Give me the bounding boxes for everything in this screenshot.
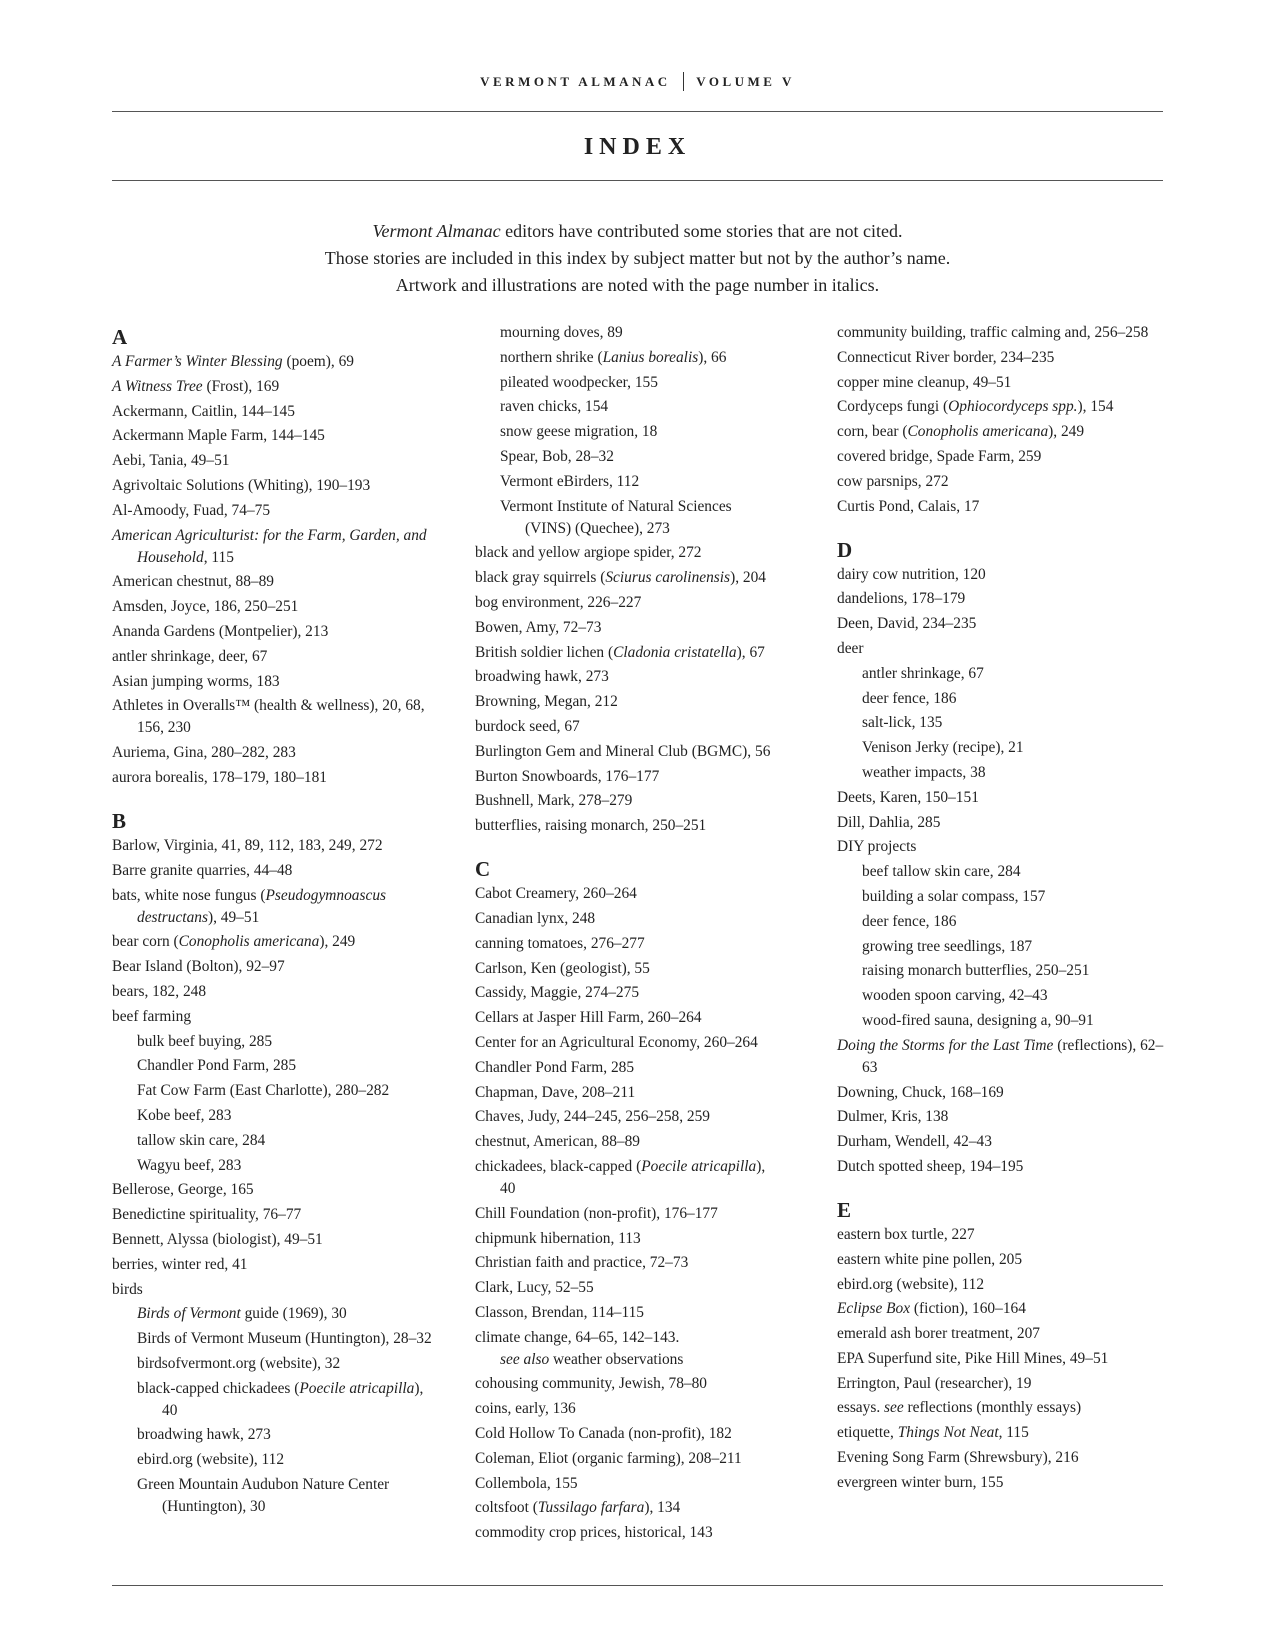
index-entry: Cold Hollow To Canada (non-profit), 182 <box>475 1425 732 1443</box>
index-entry: American Agriculturist: for the Farm, Garden, and Household, 115 <box>112 526 427 566</box>
index-entry: birds <box>112 1280 143 1298</box>
volume-label: VOLUME V <box>696 74 795 89</box>
index-subentry: raising monarch butterflies, 250–251 <box>862 962 1090 980</box>
index-entry: dandelions, 178–179 <box>837 590 966 608</box>
index-entry: Durham, Wendell, 42–43 <box>837 1133 992 1151</box>
intro-line-1-rest: editors have contributed some stories that are not cited. <box>500 221 903 241</box>
index-entry: Chaves, Judy, 244–245, 256–258, 259 <box>475 1108 710 1126</box>
index-entry: Bear Island (Bolton), 92–97 <box>112 958 285 976</box>
index-subentry: wood-fired sauna, designing a, 90–91 <box>862 1011 1094 1029</box>
index-entry: emerald ash borer treatment, 207 <box>837 1325 1040 1343</box>
index-subentry: Vermont eBirders, 112 <box>500 472 640 490</box>
index-entry: aurora borealis, 178–179, 180–181 <box>112 768 327 786</box>
index-entry: Errington, Paul (researcher), 19 <box>837 1374 1032 1392</box>
section-letter: C <box>475 857 491 882</box>
index-subentry: birdsofvermont.org (website), 32 <box>137 1354 341 1372</box>
index-entry: deer <box>837 639 864 657</box>
index-entry: Bellerose, George, 165 <box>112 1181 254 1199</box>
index-entry: Center for an Agricultural Economy, 260–264 <box>475 1033 758 1051</box>
index-subentry: Wagyu beef, 283 <box>137 1156 242 1174</box>
index-group-d <box>837 539 1167 1178</box>
index-subentry: snow geese migration, 18 <box>500 423 658 441</box>
index-entry: Bennett, Alyssa (biologist), 49–51 <box>112 1230 323 1248</box>
index-entry: dairy cow nutrition, 120 <box>837 565 986 583</box>
index-subentry: wooden spoon carving, 42–43 <box>862 987 1048 1005</box>
running-head <box>0 72 1275 91</box>
index-entry: butterflies, raising monarch, 250–251 <box>475 817 707 835</box>
index-subentry: pileated woodpecker, 155 <box>500 373 658 391</box>
index-entry: Barre granite quarries, 44–48 <box>112 861 293 879</box>
index-entry: eastern white pine pollen, 205 <box>837 1250 1023 1268</box>
index-subentry: Chandler Pond Farm, 285 <box>137 1057 297 1075</box>
index-entry: evergreen winter burn, 155 <box>837 1473 1004 1491</box>
index-entry: Clark, Lucy, 52–55 <box>475 1279 594 1297</box>
index-subentry: raven chicks, 154 <box>500 398 609 416</box>
index-group-e <box>837 1199 1167 1494</box>
index-entry: Classon, Brendan, 114–115 <box>475 1303 644 1321</box>
index-subentry: growing tree seedlings, 187 <box>862 937 1033 955</box>
index-entry: Agrivoltaic Solutions (Whiting), 190–193 <box>112 476 371 494</box>
section-letter: E <box>837 1197 852 1222</box>
index-subentry: Venison Jerky (recipe), 21 <box>862 739 1024 757</box>
index-subentry: building a solar compass, 157 <box>862 887 1046 905</box>
index-subentry: Birds of Vermont guide (1969), 30 <box>137 1305 347 1323</box>
index-subentry: northern shrike (Lanius borealis), 66 <box>500 348 727 366</box>
index-subentry: broadwing hawk, 273 <box>137 1426 271 1444</box>
index-entry: Ackermann Maple Farm, 144–145 <box>112 427 325 445</box>
index-entry: A Witness Tree (Frost), 169 <box>112 377 280 395</box>
intro-title-italic: Vermont Almanac <box>372 221 501 241</box>
index-subentry: Vermont Institute of Natural Sciences (VINS) (Quechee), 273 <box>500 497 732 537</box>
index-entry: Cordyceps fungi (Ophiocordyceps spp.), 154 <box>837 398 1114 416</box>
index-entry: essays. see reflections (monthly essays) <box>837 1399 1082 1417</box>
index-subentry: deer fence, 186 <box>862 912 957 930</box>
index-entry: Auriema, Gina, 280–282, 283 <box>112 744 296 762</box>
index-entry: berries, winter red, 41 <box>112 1255 248 1273</box>
index-entry: cohousing community, Jewish, 78–80 <box>475 1375 707 1393</box>
index-entry: Ananda Gardens (Montpelier), 213 <box>112 622 329 640</box>
index-entry: Chapman, Dave, 208–211 <box>475 1083 636 1101</box>
index-entry: community building, traffic calming and, 256–258 <box>837 324 1149 341</box>
index-subentry: bulk beef buying, 285 <box>137 1032 273 1050</box>
index-entry: commodity crop prices, historical, 143 <box>475 1524 713 1542</box>
index-group-continued <box>837 322 1167 518</box>
index-group-a <box>112 326 442 789</box>
index-subentry: black-capped chickadees (Poecile atricapilla), 40 <box>137 1379 424 1419</box>
index-column-2 <box>475 322 775 1565</box>
index-entry: bears, 182, 248 <box>112 982 207 1000</box>
index-entry: Cassidy, Maggie, 274–275 <box>475 984 640 1002</box>
index-entry: Barlow, Virginia, 41, 89, 112, 183, 249, 272 <box>112 836 383 854</box>
index-entry: Browning, Megan, 212 <box>475 693 618 711</box>
index-entry: chickadees, black-capped (Poecile atricapilla), 40 <box>475 1157 766 1197</box>
index-entry: Christian faith and practice, 72–73 <box>475 1254 689 1272</box>
index-subentry: ebird.org (website), 112 <box>137 1451 285 1469</box>
index-entry: Asian jumping worms, 183 <box>112 672 280 690</box>
index-entry: Al-Amoody, Fuad, 74–75 <box>112 501 271 519</box>
see-also-reference: see also weather observations <box>500 1350 684 1368</box>
index-subentry: mourning doves, 89 <box>500 324 623 341</box>
top-rule <box>112 111 1163 112</box>
index-entry: Bowen, Amy, 72–73 <box>475 618 602 636</box>
index-subentry: Fat Cow Farm (East Charlotte), 280–282 <box>137 1082 390 1100</box>
index-group-continued <box>475 322 775 837</box>
index-subentry: Spear, Bob, 28–32 <box>500 447 614 465</box>
section-letter: D <box>837 537 853 562</box>
index-subentry: Kobe beef, 283 <box>137 1106 232 1124</box>
index-entry: Dulmer, Kris, 138 <box>837 1108 949 1126</box>
index-entry: Curtis Pond, Calais, 17 <box>837 497 980 515</box>
index-entry: Cellars at Jasper Hill Farm, 260–264 <box>475 1009 702 1027</box>
index-entry: beef farming <box>112 1007 192 1025</box>
index-entry: covered bridge, Spade Farm, 259 <box>837 447 1042 465</box>
index-subentry: tallow skin care, 284 <box>137 1131 266 1149</box>
index-entry: British soldier lichen (Cladonia cristatella), 67 <box>475 643 765 661</box>
index-entry: coltsfoot (Tussilago farfara), 134 <box>475 1499 681 1517</box>
index-entry: Canadian lynx, 248 <box>475 909 596 927</box>
index-entry: Dutch spotted sheep, 194–195 <box>837 1157 1024 1175</box>
intro-line-2: Those stories are included in this index by subject matter but not by the author’s name. <box>324 248 951 268</box>
index-entry: Evening Song Farm (Shrewsbury), 216 <box>837 1449 1079 1467</box>
index-entry: antler shrinkage, deer, 67 <box>112 647 268 665</box>
page-title: INDEX <box>583 134 692 160</box>
index-entry: Benedictine spirituality, 76–77 <box>112 1206 302 1224</box>
index-subentry: salt-lick, 135 <box>862 714 943 732</box>
index-entry: chestnut, American, 88–89 <box>475 1133 640 1151</box>
index-entry: chipmunk hibernation, 113 <box>475 1229 641 1247</box>
index-entry: Carlson, Ken (geologist), 55 <box>475 959 650 977</box>
intro-line-3: Artwork and illustrations are noted with the page number in italics. <box>395 275 880 295</box>
index-entry: canning tomatoes, 276–277 <box>475 934 645 952</box>
index-entry: DIY projects <box>837 838 917 856</box>
index-entry: broadwing hawk, 273 <box>475 668 609 686</box>
index-column-3 <box>837 322 1167 1515</box>
index-entry: eastern box turtle, 227 <box>837 1225 975 1243</box>
index-entry: Chill Foundation (non-profit), 176–177 <box>475 1204 718 1222</box>
index-entry: black and yellow argiope spider, 272 <box>475 544 702 562</box>
section-letter: A <box>112 325 128 349</box>
header-separator <box>683 72 685 91</box>
index-entry: Burton Snowboards, 176–177 <box>475 767 660 785</box>
index-entry: bog environment, 226–227 <box>475 593 642 611</box>
index-entry: copper mine cleanup, 49–51 <box>837 373 1012 391</box>
index-entry: Bushnell, Mark, 278–279 <box>475 792 633 810</box>
index-entry: bats, white nose fungus (Pseudogymnoascus destructans), 49–51 <box>112 886 387 926</box>
index-column-1 <box>112 322 442 1539</box>
index-entry: Deen, David, 234–235 <box>837 615 977 633</box>
index-entry: Dill, Dahlia, 285 <box>837 813 941 831</box>
index-entry: Amsden, Joyce, 186, 250–251 <box>112 598 299 616</box>
index-entry: black gray squirrels (Sciurus carolinensis), 204 <box>475 569 766 587</box>
intro-line-1 <box>0 218 1275 245</box>
index-entry: etiquette, Things Not Neat, 115 <box>837 1424 1029 1442</box>
index-entry: Downing, Chuck, 168–169 <box>837 1083 1004 1101</box>
index-entry: Ackermann, Caitlin, 144–145 <box>112 402 295 420</box>
index-entry: EPA Superfund site, Pike Hill Mines, 49–51 <box>837 1349 1109 1367</box>
index-entry: bear corn (Conopholis americana), 249 <box>112 933 356 951</box>
index-entry: Cabot Creamery, 260–264 <box>475 885 637 903</box>
index-entry: Connecticut River border, 234–235 <box>837 348 1055 366</box>
index-entry: ebird.org (website), 112 <box>837 1275 985 1293</box>
index-entry: coins, early, 136 <box>475 1400 576 1418</box>
index-entry: Doing the Storms for the Last Time (reflections), 62–63 <box>837 1036 1164 1076</box>
index-subentry: Green Mountain Audubon Nature Center (Huntington), 30 <box>137 1476 390 1516</box>
index-entry: Chandler Pond Farm, 285 <box>475 1058 635 1076</box>
index-entry: climate change, 64–65, 142–143. see also weather observations <box>475 1327 775 1371</box>
index-entry: burdock seed, 67 <box>475 717 580 735</box>
index-entry: American chestnut, 88–89 <box>112 573 274 591</box>
index-entry: Collembola, 155 <box>475 1474 578 1492</box>
index-entry: cow parsnips, 272 <box>837 472 949 490</box>
index-subentry: beef tallow skin care, 284 <box>862 863 1021 881</box>
intro-note <box>0 218 1275 299</box>
index-subentry: antler shrinkage, 67 <box>862 664 984 682</box>
index-entry: Coleman, Eliot (organic farming), 208–211 <box>475 1449 742 1467</box>
index-subentry: deer fence, 186 <box>862 689 957 707</box>
index-entry: corn, bear (Conopholis americana), 249 <box>837 423 1085 441</box>
index-entry: Eclipse Box (fiction), 160–164 <box>837 1300 1026 1318</box>
index-group-c <box>475 858 775 1544</box>
index-entry: Athletes in Overalls™ (health & wellness), 20, 68, 156, 230 <box>112 697 425 737</box>
index-entry: Deets, Karen, 150–151 <box>837 788 979 806</box>
index-entry: Burlington Gem and Mineral Club (BGMC), 56 <box>475 742 771 760</box>
section-letter: B <box>112 808 127 833</box>
index-subentry: weather impacts, 38 <box>862 763 986 781</box>
index-group-b <box>112 810 442 1518</box>
title-rule <box>112 180 1163 181</box>
index-entry: Aebi, Tania, 49–51 <box>112 452 230 470</box>
index-subentry: Birds of Vermont Museum (Huntington), 28–32 <box>137 1330 432 1348</box>
publication-name: VERMONT ALMANAC <box>480 74 671 89</box>
index-entry: A Farmer’s Winter Blessing (poem), 69 <box>112 353 354 370</box>
bottom-rule <box>112 1585 1163 1586</box>
